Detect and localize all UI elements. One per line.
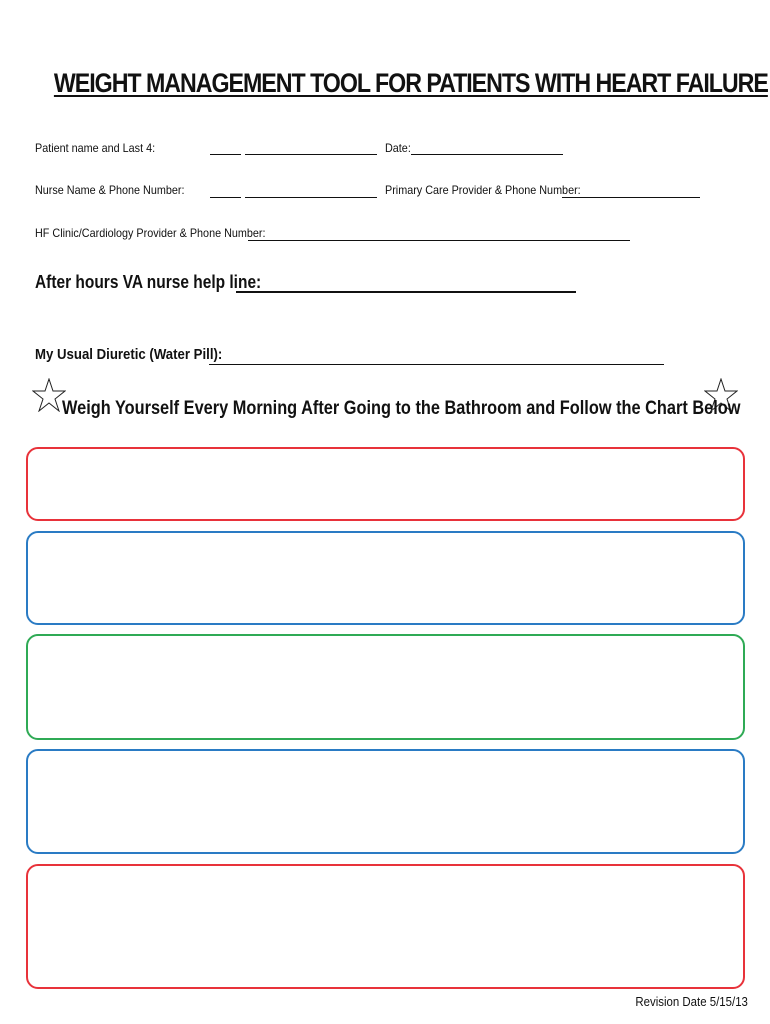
after-hours-label: After hours VA nurse help line:: [35, 272, 262, 292]
patient-name-label: Patient name and Last 4:: [35, 141, 156, 155]
primary-care-line[interactable]: [562, 197, 700, 198]
revision-date: Revision Date 5/15/13: [635, 994, 748, 1009]
diuretic-line[interactable]: [209, 364, 664, 365]
instruction-text: Weigh Yourself Every Morning After Going to the Bathroom and Follow the Chart Below: [62, 398, 741, 419]
nurse-name-label: Nurse Name & Phone Number:: [35, 183, 185, 197]
diuretic-label: My Usual Diuretic (Water Pill):: [35, 346, 223, 363]
after-hours-line[interactable]: [236, 291, 576, 293]
zone-box-red-top[interactable]: [26, 447, 745, 521]
zone-box-blue-lower[interactable]: [26, 749, 745, 854]
page-title: WEIGHT MANAGEMENT TOOL FOR PATIENTS WITH HEART FAILURE: [53, 68, 768, 98]
nurse-extra-line[interactable]: [210, 197, 241, 198]
hf-clinic-label: HF Clinic/Cardiology Provider & Phone Number:: [35, 226, 266, 240]
patient-name-line[interactable]: [245, 154, 377, 155]
hf-clinic-line[interactable]: [248, 240, 630, 241]
star-outline-icon: [32, 378, 66, 412]
date-label: Date:: [385, 141, 411, 155]
nurse-name-line[interactable]: [245, 197, 377, 198]
zone-box-red-bottom[interactable]: [26, 864, 745, 989]
patient-last4-line[interactable]: [210, 154, 241, 155]
zone-box-green[interactable]: [26, 634, 745, 740]
zone-box-blue-upper[interactable]: [26, 531, 745, 625]
primary-care-label: Primary Care Provider & Phone Number:: [385, 183, 581, 197]
date-line[interactable]: [411, 154, 563, 155]
